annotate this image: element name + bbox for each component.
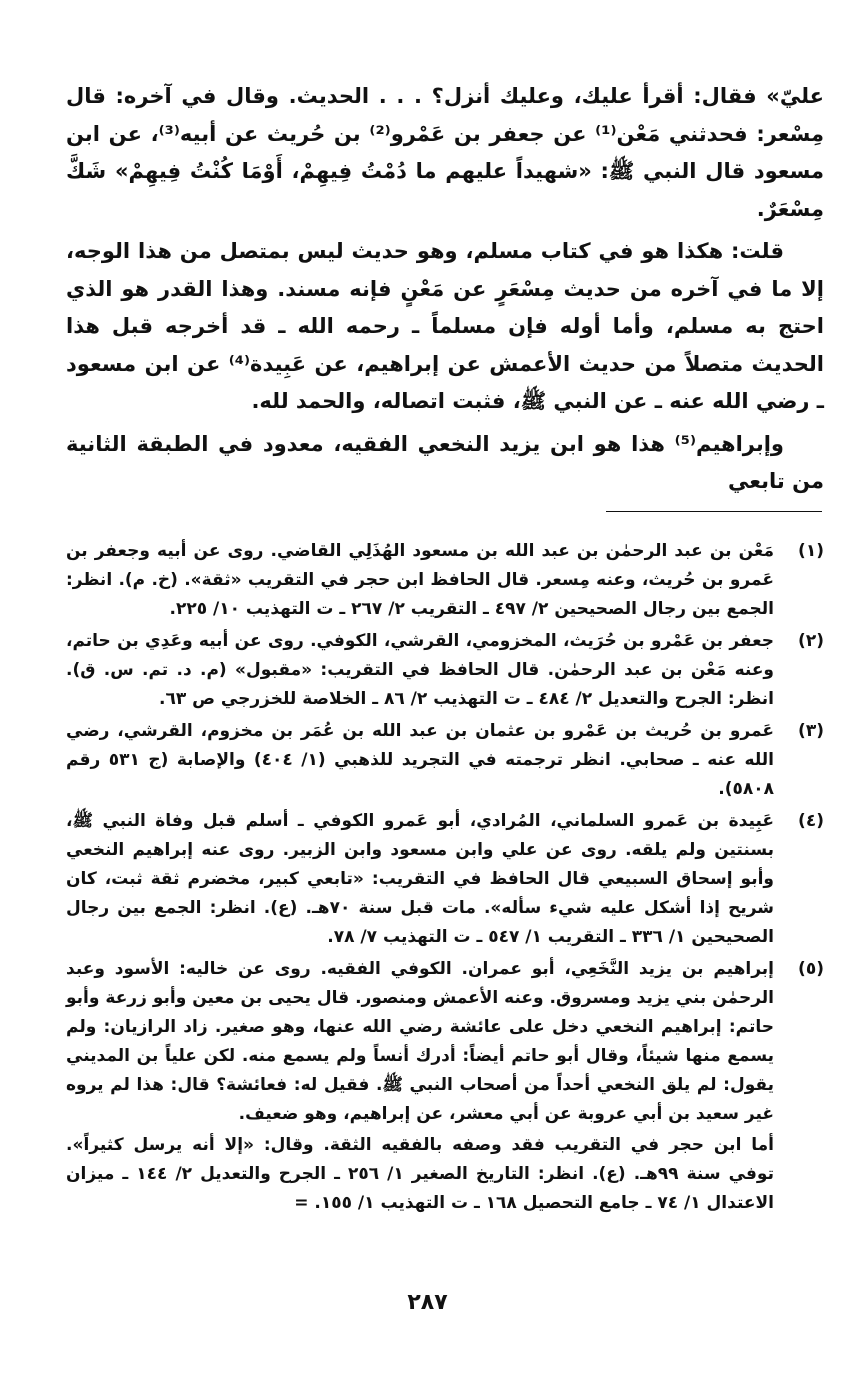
footnote-text: جعفر بن عَمْرو بن حُرَيث، المخزومي، القرشي، الكوفي. روى عن أبيه وعَدِي بن حاتم، وعنه مَعْن بن عبد الرحمٰن. قال الحافظ في التقريب: «مقبول» (م. د. تم. س. ق). انظر: الجرح والتعديل ٢/ ٤٨٤ ـ ت التهذيب ٢/ ٨٦ ـ الخلاصة للخزرجي ص ٦٣. <box>66 631 774 709</box>
footnote-text-continued: أما ابن حجر في التقريب فقد وصفه بالفقيه الثقة. وقال: «إلا أنه يرسل كثيراً». توفي سنة ٩٩هـ. (ع). انظر: التاريخ الصغير ١/ ٢٥٦ ـ الجرح والتعديل ٢/ ١٤٤ ـ ميزان الاعتدال ١/ ٧٤ ـ جامع التحصيل ١٦٨ ـ ت التهذيب ١/ ١٥٥. = <box>66 1135 774 1213</box>
footnote-text: إبراهيم بن يزيد النَّخَعِي، أبو عمران. الكوفي الفقيه. روى عن خاليه: الأسود وعبد الرحمٰن بني يزيد ومسروق. وعنه الأعمش ومنصور. قال يحيى بن معين وأبو زرعة وأبو حاتم: إبراهيم النخعي دخل على عائشة رضي الله عنها، وهو صغير. زاد الرازيان: ولم يسمع منها شيئاً، وقال أبو حاتم أيضاً: أدرك أنساً ولم يسمع منه. لكن علياً بن المديني يقول: لم يلق النخعي أحداً من أصحاب النبي ﷺ. فقيل له: فعائشة؟ قال: هذا لم يروه غير سعيد بن أبي عروبة عن أبي معشر، عن إبراهيم، وهو ضعيف. <box>66 959 774 1124</box>
footnote-body <box>66 537 774 624</box>
footnote-number: (٣) <box>798 721 824 741</box>
footnote-3 <box>66 717 824 804</box>
main-text <box>66 78 824 506</box>
footnote-1 <box>66 537 824 624</box>
footnote-body <box>66 955 774 1218</box>
footnote-4 <box>66 807 824 952</box>
footnote-separator <box>606 511 822 512</box>
body-paragraph-3: وإبراهيم⁽⁵⁾ هذا هو ابن يزيد النخعي الفقيه، معدود في الطبقة الثانية من تابعي <box>66 431 824 493</box>
footnote-text: مَعْن بن عبد الرحمٰن بن عبد الله بن مسعود الهُذَلِي القاضي. روى عن أبيه وجعفر بن عَمرو بن حُريث، وعنه مِسعر. قال الحافظ ابن حجر في التقريب «ثقة». (خ. م). انظر: الجمع بين رجال الصحيحين ٢/ ٤٩٧ ـ التقريب ٢/ ٢٦٧ ـ ت التهذيب ١٠/ ٢٢٥. <box>66 541 774 619</box>
footnote-text: عَبِيدة بن عَمرو السلماني، المُرادي، أبو عَمرو الكوفي ـ أسلم قبل وفاة النبي ﷺ، بسنتين ولم يلقه. روى عن علي وابن مسعود وابن الزبير. روى عنه إبراهيم النخعي وأبو إسحاق السبيعي قال الحافظ في التقريب: «تابعي كبير، مخضرم ثقة ثبت، كان شريح إذا أشكل عليه شيء سأله». مات قبل سنة ٧٠هـ. (ع). انظر: الجمع بين رجال الصحيحين ١/ ٣٣٦ ـ التقريب ١/ ٥٤٧ ـ ت التهذيب ٧/ ٧٨. <box>66 811 774 947</box>
footnote-number: (٤) <box>798 811 824 831</box>
footnote-number: (١) <box>798 541 824 561</box>
body-paragraph-2: قلت: هكذا هو في كتاب مسلم، وهو حديث ليس بمتصل من هذا الوجه، إلا ما في آخره من حديث مِسْعَرٍ عن مَعْنٍ فإنه مسند. وهذا القدر هو الذي احتج به مسلم، وأما أوله فإن مسلماً ـ رحمه الله ـ قد أخرجه قبل هذا الحديث متصلاً من حديث الأعمش عن إبراهيم، عن عَبِيدة⁽⁴⁾ عن ابن مسعود ـ رضي الله عنه ـ عن النبي ﷺ، فثبت اتصاله، والحمد لله. <box>66 239 824 413</box>
footnote-2 <box>66 627 824 714</box>
footnote-5 <box>66 955 824 1218</box>
footnote-text: عَمرو بن حُريث بن عَمْرو بن عثمان بن عبد الله بن عُمَر بن مخزوم، القرشي، رضي الله عنه ـ صحابي. انظر ترجمته في التجريد للذهبي (١/ ٤٠٤) والإصابة (ج ٥٣١ رقم ٥٨٠٨). <box>66 721 775 799</box>
page-number: ٢٨٧ <box>407 1290 448 1315</box>
footnote-number: (٥) <box>798 959 824 979</box>
body-paragraph-1: عليّ» فقال: أقرأ عليك، وعليك أنزل؟ . . . الحديث. وقال في آخره: قال مِسْعر: فحدثني مَعْن⁽¹⁾ عن جعفر بن عَمْرو⁽²⁾ بن حُريث عن أبيه⁽³⁾، عن ابن مسعود قال النبي ﷺ: «شهيداً عليهم ما دُمْتُ فِيهِمْ، أَوْمَا كُنْتُ فِيهِمْ» شَكَّ مِسْعَرٌ. <box>66 84 825 221</box>
footnote-body <box>66 717 774 804</box>
footnote-number: (٢) <box>798 631 824 651</box>
footnotes <box>66 537 824 1221</box>
footnote-body <box>66 627 774 714</box>
footnote-body <box>66 807 774 952</box>
